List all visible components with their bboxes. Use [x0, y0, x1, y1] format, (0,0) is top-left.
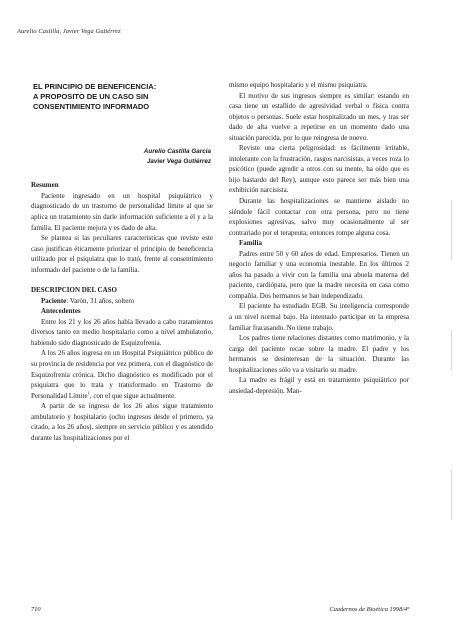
body-paragraph: El paciente ha estudiado EGB. Su inteligencia corresponde a un nivel normal bajo. Ha intentado participar en la empresa familiar fracasando. No tiene trabajo. — [229, 302, 409, 332]
body-paragraph: Padres entre 50 y 60 años de edad. Empresarios. Tienen un negocio familiar y una economía inestable. En los últimos 2 años ha pasado a vivir con la familia una abuela materna del paciente, cardiópata, pero que la madre necesita en casa como compañía. Dos hermanos se han independizado. — [229, 249, 409, 300]
journal-citation: Cuadernos de Bioética 1998/4ª — [329, 606, 409, 613]
antecedentes-paragraph: Entre los 21 y los 26 años había llevado a cabo tratamientos diversos tanto en medio hospitalario como a nivel ambulatorio, habiendo sido diagnosticado de Esquizofrenia. — [31, 317, 213, 347]
body-paragraph: El motivo de sus ingresos siempre es similar: estando en casa tiene un estallido de agresividad verbal o física contra objetos o personas. Suele estar hospitalizado un mes, y tras ser dado de alta vuelve a repetirse en un momento dado una situación parecida, por lo que reingresa de nuevo. — [229, 91, 409, 142]
scan-edge-mark — [451, 470, 452, 520]
body-paragraph: Durante las hospitalizaciones se mantiene aislado no siéndole fácil contactar con otra persona, pero no tiene explosiones agresivas, salvo muy ocasionalmente al ser contrariado por el terapeuta; entonces rompe alguna cosa. — [229, 197, 409, 237]
paciente-line — [31, 296, 213, 307]
resumen-heading: Resumen — [31, 181, 59, 190]
body-paragraph: Reviste una cierta peligrosidad: es fácilmente irritable, intolerante con la frustración, rasgos narcisistas, a veces roza lo psicótico (puede agredir a otros con su mente, ha oído que es hijo bastardo del Rey), aunque esto parece ser más bien una exhibición narcisista. — [229, 144, 409, 195]
title-line: A PROPOSITO DE UN CASO SIN — [33, 92, 149, 102]
descripcion-heading: DESCRIPCION DEL CASO — [31, 286, 117, 295]
author-list — [31, 147, 213, 168]
title-line: CONSENTIMIENTO INFORMADO — [33, 102, 150, 112]
familia-heading: Familia — [239, 239, 262, 248]
title-line: EL PRINCIPIO DE BENEFICENCIA: — [33, 82, 157, 91]
body-paragraph: La madre es frágil y está en tratamiento psiquiátrico por ansiedad-depresión. Man- — [229, 376, 409, 395]
scan-edge-mark — [451, 200, 452, 260]
antecedentes-heading: Antecedentes — [41, 307, 81, 316]
scan-edge-mark — [451, 330, 452, 370]
antecedentes-text: , con el que sigue actualmente. — [89, 391, 176, 400]
antecedentes-paragraph: A partir de su ingreso de los 26 años sigue tratamiento ambulatorio y hospitalario (ocho ingresos desde el primero, ya citado, a los 26 años), siempre en servicio público y es atendido durante las hospitalizaciones por el — [31, 402, 213, 442]
page-number: 710 — [31, 606, 41, 613]
resumen-paragraph: Paciente ingresado en un hospital psiquiátrico y diagnosticado de un trastorno de personalidad límite al que se aplica un tratamiento sin darle información suficiente a él y a la familia. El paciente mejora y es dado de alta. — [31, 191, 213, 232]
body-paragraph: mismo equipo hospitalario y el mismo psiquiatra. — [229, 81, 368, 89]
resumen-paragraph: Se plantea si las peculiares características que reviste este caso justifican éticamente priorizar el principio de beneficencia utilizado por el psiquiatra que lo trató, frente al consentimiento informado del paciente o de la familia. — [31, 234, 213, 274]
author-name: Javier Vega Gutiérrez — [146, 158, 211, 166]
footnote-marker: 1 — [87, 390, 90, 396]
author-name: Aurelio Castilla García — [143, 147, 211, 155]
paciente-label: Paciente — [41, 296, 67, 305]
article-title — [33, 82, 213, 113]
right-column — [229, 80, 409, 396]
running-head: Aurelio Castilla, Javier Vega Gutiérrez — [17, 28, 121, 35]
left-column — [31, 82, 213, 443]
body-paragraph: Los padres tiene relaciones distantes como matrimonio, y la carga del paciente recae sobre la madre. El padre y los hermanos se desinteresan de la situación. Durante las hospitalizaciones sólo va a visitarlo su madre. — [229, 334, 409, 374]
paciente-value: : Varón, 31 años, soltero — [66, 296, 135, 305]
antecedentes-paragraph — [31, 348, 213, 401]
antecedentes-text: A los 26 años ingresa en un Hospital Psiquiátrico público de su provincia de residencia por vez primera, con el diagnóstico de Esquizofrenia crónica. Dicho diagnóstico es modificado por el psiquiatra que lo trata y transformado en Trastorno de Personalidad Límite — [31, 349, 213, 400]
